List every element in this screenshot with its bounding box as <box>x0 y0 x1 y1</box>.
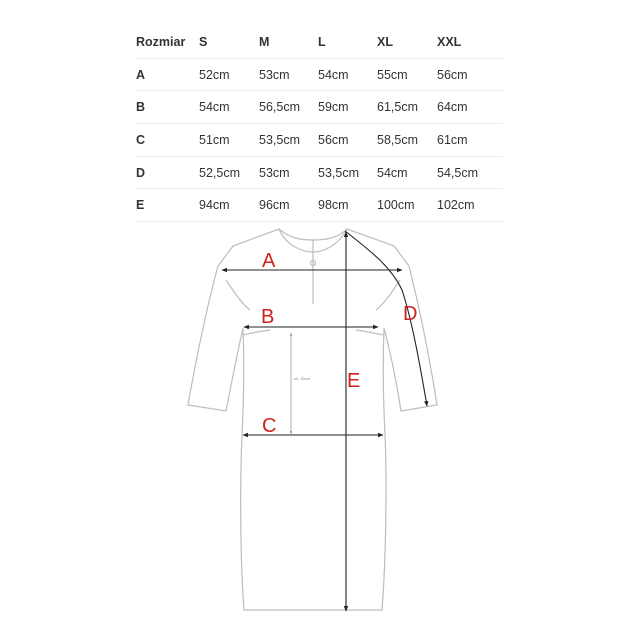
table-cell: 51cm <box>199 124 259 157</box>
table-cell: 59cm <box>318 91 377 124</box>
measure-label-d: D <box>403 303 418 325</box>
table-cell: 52,5cm <box>199 156 259 189</box>
table-cell: 54cm <box>318 58 377 91</box>
table-cell: 54,5cm <box>437 156 503 189</box>
header-cell: L <box>318 26 377 58</box>
table-cell: 53cm <box>259 156 318 189</box>
table-cell: 54cm <box>199 91 259 124</box>
table-cell: 53,5cm <box>259 124 318 157</box>
measure-label-e: E <box>347 370 361 392</box>
table-cell: 94cm <box>199 189 259 222</box>
right-sleeve-seam <box>376 280 400 310</box>
row-label: C <box>136 124 199 157</box>
right-waist-dart <box>356 330 383 335</box>
skirt-length-note: ok. 30cm <box>294 376 311 381</box>
row-label: E <box>136 189 199 222</box>
row-label: D <box>136 156 199 189</box>
table-cell: 100cm <box>377 189 437 222</box>
measure-label-c: C <box>262 415 277 437</box>
table-cell: 102cm <box>437 189 503 222</box>
header-cell: XXL <box>437 26 503 58</box>
table-cell: 58,5cm <box>377 124 437 157</box>
table-cell: 56cm <box>318 124 377 157</box>
measure-label-a: A <box>262 250 276 272</box>
table-cell: 54cm <box>377 156 437 189</box>
table-cell: 52cm <box>199 58 259 91</box>
neckline-outline <box>279 229 347 240</box>
measurement-lines <box>222 231 427 611</box>
table-cell: 64cm <box>437 91 503 124</box>
table-cell: 56,5cm <box>259 91 318 124</box>
header-cell: S <box>199 26 259 58</box>
table-cell: 96cm <box>259 189 318 222</box>
row-label: A <box>136 58 199 91</box>
table-cell: 61,5cm <box>377 91 437 124</box>
table-cell: 53cm <box>259 58 318 91</box>
table-cell: 56cm <box>437 58 503 91</box>
table-cell: 61cm <box>437 124 503 157</box>
measure-label-b: B <box>261 306 275 328</box>
header-cell: XL <box>377 26 437 58</box>
header-cell: Rozmiar <box>136 26 199 58</box>
left-sleeve-seam <box>226 280 250 310</box>
table-cell: 55cm <box>377 58 437 91</box>
table-cell: 98cm <box>318 189 377 222</box>
header-cell: M <box>259 26 318 58</box>
table-cell: 53,5cm <box>318 156 377 189</box>
left-waist-dart <box>243 330 270 335</box>
row-label: B <box>136 91 199 124</box>
